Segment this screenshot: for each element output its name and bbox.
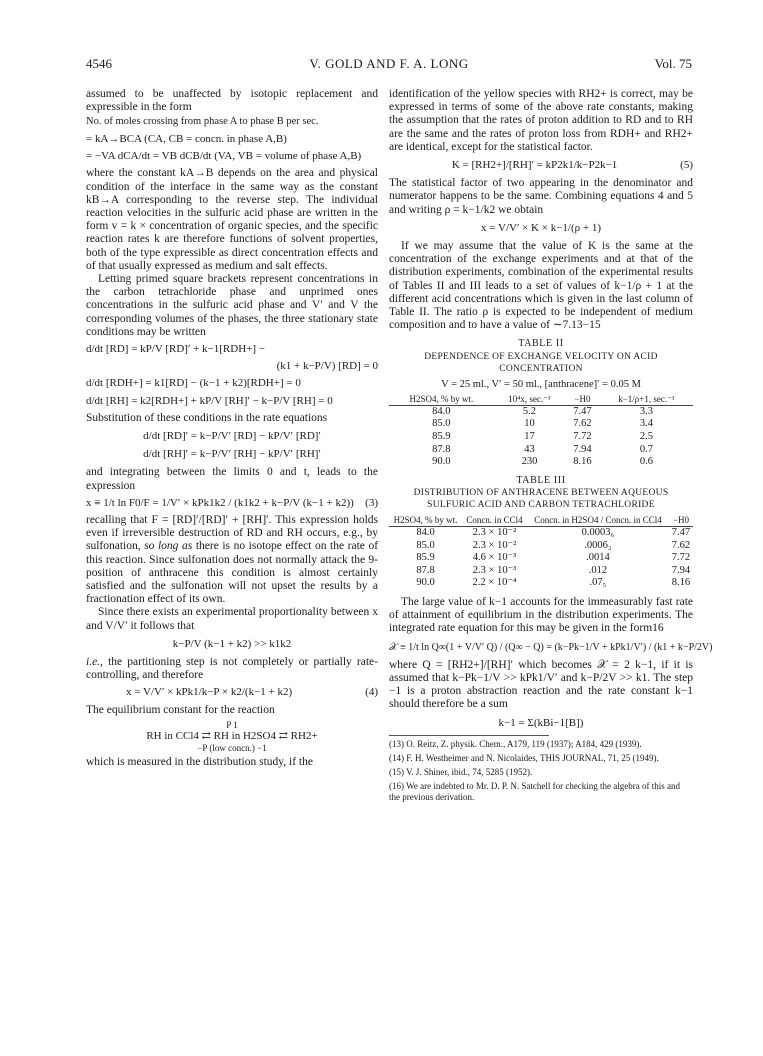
table-row	[389, 456, 693, 469]
running-title: V. GOLD AND F. A. LONG	[309, 56, 469, 71]
table-cell: 2.5	[639, 431, 653, 443]
table-cell: 85.9	[432, 431, 451, 443]
paragraph: No. of moles crossing from phase A to phase B per sec.	[86, 116, 319, 128]
column-header: −H0	[565, 393, 600, 406]
paragraph: Substitution of these conditions in the rate equations	[86, 411, 328, 424]
table-cell: 90.0	[432, 456, 451, 468]
table-2-conditions: V = 25 ml., V′ = 50 ml., [anthracene]′ = 0.05 M	[441, 378, 641, 390]
table-cell: 84.0	[416, 527, 435, 539]
equation-number: (4)	[365, 686, 378, 699]
column-header: Concn. in CCl4	[462, 514, 527, 527]
paragraph: and integrating between the limits 0 and t, leads to the expression	[86, 466, 378, 492]
page-number: 4546	[86, 56, 112, 71]
reaction-scheme: RH in CCl4 ⇄ RH in H2SO4 ⇄ RH2+	[146, 729, 318, 742]
table-cell: 0.7	[639, 443, 653, 455]
left-column	[86, 88, 378, 769]
paragraph: The statistical factor of two appearing in the denominator and numerator happens to be the same. Combining equations 4 and 5 and writing ρ = k−1/k2 we obtain	[389, 177, 693, 216]
table-cell: .0006₂	[584, 539, 612, 551]
table-cell: 8.16	[573, 456, 592, 468]
paragraph: identification of the yellow species with RH2+ is correct, may be expressed in terms of some of the above rate constants, making the assumption that the rates of proton addition to RD and to RH are the same and the rates of proton loss from RDH+ and RH2+ are identical, except for the statistical factor.	[389, 88, 693, 153]
emphasis: i.e.,	[86, 656, 103, 669]
table-header-row	[389, 514, 693, 527]
footnote: (15) V. J. Shiner, ibid., 74, 5285 (1952).	[389, 766, 533, 777]
table-cell: 7.47	[671, 527, 691, 539]
table-cell: 85.9	[416, 552, 435, 564]
table-cell: 2.3 × 10⁻²	[472, 539, 517, 551]
footnote: (16) We are indebted to Mr. D. P. N. Satchell for checking the algebra of this and the previous derivation.	[389, 780, 681, 802]
paragraph: The equilibrium constant for the reaction	[86, 703, 275, 716]
equation-lhs: 𝒳 ≡ 1/t ln	[389, 641, 430, 653]
footnote: (13) O. Reitz, Z. physik. Chem., A179, 119 (1937); A184, 429 (1939).	[389, 738, 642, 749]
reaction-label-bottom: −P (low concn.) −1	[197, 743, 267, 754]
column-header: 10⁴x, sec.⁻¹	[494, 393, 566, 406]
text-run: there is no isotope effect on the rate of this reaction. Since sulfonation does not normally attack the 9-position of anthracene this condition is almost certainly satisfied and the sulfonation will not upset the results by a fractionation effect of its own.	[86, 540, 379, 606]
table-cell: 0.6	[639, 456, 653, 468]
paragraph	[86, 514, 378, 606]
column-header: Concn. in H2SO4 / Concn. in CCl4	[527, 514, 669, 527]
table-cell: 7.72	[671, 552, 691, 564]
table-cell: 87.8	[416, 564, 435, 576]
table-cell: 85.0	[432, 418, 451, 430]
table-2	[389, 393, 693, 469]
paragraph: which is measured in the distribution study, if the	[86, 756, 313, 769]
table-row	[389, 552, 693, 565]
table-2-caption: DEPENDENCE OF EXCHANGE VELOCITY ON ACID CONCENTRATION	[424, 351, 658, 374]
equation: (k1 + k−P/V) [RD] = 0	[276, 360, 378, 373]
table-row	[389, 577, 693, 590]
right-column	[389, 88, 713, 803]
table-row	[389, 418, 693, 431]
table-3	[389, 514, 693, 590]
equation: d/dt [RH] = k2[RDH+] + kP/V [RH]′ − k−P/V [RH] = 0	[86, 394, 333, 407]
text-run: recalling that F = [RD]′/[RD]′ + [RH]′. This expression holds even if irreversible destruction of RD and RH occurs, e.g., by sulfonation,	[86, 513, 378, 553]
integrated-rate-equation	[389, 641, 713, 654]
paragraph	[86, 656, 378, 682]
volume-label: Vol. 75	[654, 56, 692, 71]
equation-number: (3)	[365, 496, 378, 509]
reaction-label-top: P 1	[226, 719, 238, 730]
table-row	[389, 565, 693, 578]
paragraph: where Q = [RH2+]/[RH]′ which becomes 𝒳 = 2 k−1, if it is assumed that k−Pk−1/V >> kPk1/V′ and k−P/2V >> k1. The step −1 is a proton abstraction reaction and the rate constant k−1 should therefore be a sum	[389, 658, 693, 711]
equation: = kA→BCA (CA, CB = concn. in phase A,B)	[86, 132, 287, 145]
equation: = −VA dCA/dt = VB dCB/dt (VA, VB = volume of phase A,B)	[86, 150, 362, 163]
equation-5	[389, 159, 693, 172]
equation-body: x ≡ 1/t ln F0/F = 1/V′ × kPk1k2 / (k1k2 + k−P/V (k−1 + k2))	[86, 496, 354, 509]
emphasis: so long as	[144, 540, 193, 553]
table-cell: 7.94	[671, 564, 691, 576]
table-cell: 2.3 × 10⁻²	[472, 527, 517, 539]
text-run: the partitioning step is not completely or partially rate-controlling, and therefore	[86, 656, 378, 682]
table-cell: 7.62	[573, 418, 592, 430]
table-row	[389, 405, 693, 418]
equation-3	[86, 497, 378, 510]
table-cell: .07₅	[589, 577, 607, 589]
table-cell: 7.94	[573, 443, 592, 455]
equation-body: K = [RH2+]/[RH]′ = kP2k1/k−P2k−1	[451, 159, 618, 172]
column-header: k−1/ρ+1, sec.⁻¹	[600, 393, 693, 406]
table-3-title: TABLE III	[516, 474, 566, 486]
footnote: (14) F. H. Westheimer and N. Nicolaides, THIS JOURNAL, 71, 25 (1949).	[389, 752, 659, 763]
table-cell: 7.47	[573, 405, 592, 417]
table-row	[389, 444, 693, 457]
table-cell: 4.6 × 10⁻³	[472, 552, 517, 564]
column-header: H2SO4, % by wt.	[389, 514, 462, 527]
column-header: H2SO4, % by wt.	[389, 393, 494, 406]
table-cell: .0014	[586, 552, 610, 564]
table-cell: 7.62	[671, 539, 691, 551]
equation: k−P/V (k−1 + k2) >> k1k2	[172, 637, 292, 650]
table-cell: .012	[588, 564, 608, 576]
table-cell: 43	[524, 443, 535, 455]
equation: k−1 = Σ(kBi−1[B])	[498, 716, 584, 729]
table-cell: 3.4	[639, 418, 653, 430]
table-cell: 87.8	[432, 443, 451, 455]
table-row	[389, 431, 693, 444]
equation: d/dt [RD]′ = k−P/V′ [RD] − kP/V′ [RD]′	[143, 429, 321, 442]
table-cell: 10	[524, 418, 535, 430]
equation: d/dt [RH]′ = k−P/V′ [RH] − kP/V′ [RH]′	[143, 448, 321, 461]
paragraph: assumed to be unaffected by isotopic replacement and expressible in the form	[86, 88, 378, 114]
table-cell: 2.3 × 10⁻³	[472, 564, 517, 576]
table-cell: 5.2	[522, 405, 536, 417]
column-header: −H0	[669, 514, 693, 527]
table-cell: 8.16	[671, 577, 691, 589]
paragraph: where the constant kA→B depends on the area and physical condition of the interface in the same way as the constant kB→A corresponding to the reverse step. The individual reaction velocities in the sulfuric acid phase are written in the form v = k × concentration of organic species, and the specific reaction rates k are therefore functions of solvent properties, both of the type expressible as direct concentration effects and of that usually expressed as medium and salt effects.	[86, 167, 378, 272]
table-cell: 2.2 × 10⁻⁴	[472, 577, 517, 589]
table-cell: 3.3	[639, 405, 653, 417]
table-cell: 85.0	[416, 539, 435, 551]
equation: d/dt [RD] = kP/V [RD]′ + k−1[RDH+] −	[86, 342, 265, 355]
equation-body: x = V/V′ × kPk1/k−P × k2/(k−1 + k2)	[126, 686, 293, 699]
table-3-caption: DISTRIBUTION OF ANTHRACENE BETWEEN AQUEOUS SULFURIC ACID AND CARBON TETRACHLORIDE	[413, 488, 669, 511]
equation: x = V/V′ × K × k−1/(ρ + 1)	[481, 221, 601, 234]
paragraph: If we may assume that the value of K is the same at the concentration of the exchange experiments and at that of the distribution experiments, combination of the experimental results of Tables II and III leads to a set of values of k−1/ρ + 1 at the different acid concentrations which is given in the last column of Table II. The ratio ρ is expected to be independent of medium composition and to have a value of ∼7.13−15	[389, 240, 693, 332]
table-row	[389, 527, 693, 540]
table-cell: 17	[524, 431, 535, 443]
table-2-title: TABLE II	[518, 338, 564, 350]
table-row	[389, 540, 693, 553]
table-cell: 90.0	[416, 577, 435, 589]
table-cell: 0.0003₆	[581, 527, 615, 539]
paragraph: Since there exists an experimental proportionality between x and V/V′ it follows that	[86, 606, 378, 632]
footnote-divider	[389, 735, 549, 736]
table-header-row	[389, 393, 693, 406]
paragraph: Letting primed square brackets represent concentrations in the carbon tetrachloride phase and unprimed ones concentrations in the sulfuric acid phase and V′ and V the corresponding volumes of the phases, the three stationary state conditions may be written	[86, 272, 378, 338]
table-cell: 230	[521, 456, 538, 468]
table-cell: 84.0	[432, 405, 451, 417]
equation-number: (5)	[680, 159, 693, 172]
table-cell: 7.72	[573, 431, 592, 443]
equation-body: Q∞(1 + V/V′ Q) / (Q∞ − Q) = (k−Pk−1/V + kPk1/V′) / (k1 + k−P/2V)	[431, 641, 713, 653]
paragraph: The large value of k−1 accounts for the immeasurably fast rate of attainment of equilibrium in the distribution experiments. The integrated rate equation for this may be given in the form16	[389, 596, 693, 635]
equation-4	[86, 686, 378, 699]
equation: d/dt [RDH+] = k1[RD] − (k−1 + k2)[RDH+] = 0	[86, 377, 301, 390]
